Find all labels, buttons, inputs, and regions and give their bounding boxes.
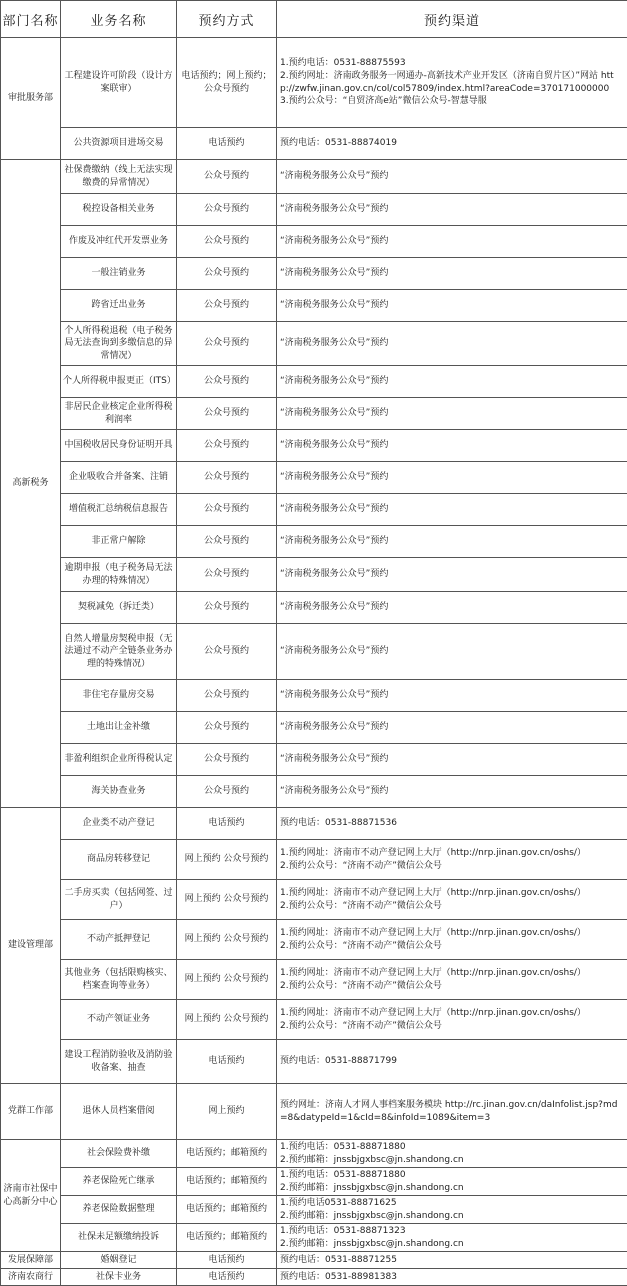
table-row [1,1040,627,1084]
method-cell: 公众号预约 [177,194,277,226]
channel-line: 1.预约网址：济南市不动产登记网上大厅（http://nrp.jinan.gov.cn/oshs/） [280,927,624,940]
channel-cell [277,776,627,808]
channel-cell [277,194,627,226]
method-cell: 公众号预约 [177,430,277,462]
channel-cell [277,592,627,624]
channel-line: “济南税务服务公众号”预约 [280,267,624,280]
channel-line: 2.预约邮箱：jnssbjgxbsc@jn.shandong.cn [280,1210,624,1223]
table-row [1,290,627,322]
table-row [1,1000,627,1040]
channel-line: “济南税务服务公众号”预约 [280,721,624,734]
channel-line: 1.预约网址：济南市不动产登记网上大厅（http://nrp.jinan.gov.cn/oshs/） [280,847,624,860]
service-cell: 非居民企业核定企业所得税利润率 [61,398,177,430]
channel-line: 2.预约邮箱：jnssbjgxbsc@jn.shandong.cn [280,1154,624,1167]
channel-cell [277,430,627,462]
table-row [1,840,627,880]
channel-line: “济南税务服务公众号”预约 [280,375,624,388]
channel-cell [277,160,627,194]
channel-line: 2.预约公众号：“济南不动产”微信公众号 [280,980,624,993]
method-cell: 网上预约 [177,1084,277,1140]
channel-cell [277,322,627,366]
service-cell: 海关协查业务 [61,776,177,808]
channel-cell [277,1269,627,1286]
service-cell: 养老保险死亡继承 [61,1168,177,1196]
channel-line: “济南税务服务公众号”预约 [280,753,624,766]
method-cell: 公众号预约 [177,776,277,808]
channel-cell [277,1084,627,1140]
table-row [1,712,627,744]
channel-line: “济南税务服务公众号”预约 [280,337,624,350]
channel-line: 1.预约网址：济南市不动产登记网上大厅（http://nrp.jinan.gov.cn/oshs/） [280,967,624,980]
method-cell: 电话预约 [177,1040,277,1084]
method-cell: 公众号预约 [177,712,277,744]
service-cell: 养老保险数据整理 [61,1196,177,1224]
table-row [1,366,627,398]
channel-line: 预约电话：0531-88871799 [280,1055,624,1068]
channel-line: “济南税务服务公众号”预约 [280,645,624,658]
channel-cell [277,38,627,128]
channel-line: 预约电话：0531-88871255 [280,1254,624,1267]
channel-line: 1.预约电话：0531-88871880 [280,1169,624,1182]
service-cell: 社保费缴纳（线上无法实现缴费的异常情况） [61,160,177,194]
dept-cell: 建设管理部 [1,808,61,1084]
channel-cell [277,624,627,680]
channel-cell [277,960,627,1000]
table-row [1,808,627,840]
channel-cell [277,558,627,592]
table-row [1,160,627,194]
channel-cell [277,1000,627,1040]
channel-cell [277,462,627,494]
channel-line: 1.预约电话：0531-88871323 [280,1225,624,1238]
table-row [1,494,627,526]
method-cell: 公众号预约 [177,160,277,194]
channel-cell [277,808,627,840]
channel-line: “济南税务服务公众号”预约 [280,170,624,183]
table-row [1,1196,627,1224]
channel-line: 预约电话：0531-88874019 [280,137,624,150]
method-cell: 公众号预约 [177,258,277,290]
method-cell: 公众号预约 [177,322,277,366]
header-channel: 预约渠道 [277,1,627,38]
channel-line: 2.预约网址：济南政务服务一网通办-高新技术产业开发区（济南自贸片区）”网站 http://zwfw.jinan.gov.cn/col/col57809/index.html?areaCode=370171000000 [280,70,624,95]
table-row [1,624,627,680]
channel-line: 2.预约邮箱：jnssbjgxbsc@jn.shandong.cn [280,1182,624,1195]
channel-line: 预约电话：0531-88871536 [280,817,624,830]
channel-line: “济南税务服务公众号”预约 [280,407,624,420]
channel-cell [277,920,627,960]
channel-cell [277,366,627,398]
service-cell: 商品房转移登记 [61,840,177,880]
channel-line: “济南税务服务公众号”预约 [280,785,624,798]
method-cell: 电话预约 [177,128,277,160]
channel-line: “济南税务服务公众号”预约 [280,568,624,581]
service-cell: 作废及冲红代开发票业务 [61,226,177,258]
channel-cell [277,1252,627,1269]
channel-cell [277,1140,627,1168]
table-row [1,880,627,920]
method-cell: 公众号预约 [177,290,277,322]
table-row [1,1168,627,1196]
method-cell: 公众号预约 [177,558,277,592]
channel-cell [277,1196,627,1224]
table-row [1,776,627,808]
service-cell: 税控设备相关业务 [61,194,177,226]
table-body [1,38,627,1286]
table-row [1,558,627,592]
channel-line: “济南税务服务公众号”预约 [280,601,624,614]
method-cell: 网上预约 公众号预约 [177,1000,277,1040]
service-cell: 工程建设许可阶段（设计方案联审） [61,38,177,128]
channel-cell [277,744,627,776]
channel-line: “济南税务服务公众号”预约 [280,689,624,702]
service-cell: 婚姻登记 [61,1252,177,1269]
channel-cell [277,1168,627,1196]
channel-line: 3.预约公众号：“自贸济高e站”微信公众号-智慧导服 [280,95,624,108]
channel-line: “济南税务服务公众号”预约 [280,299,624,312]
channel-cell [277,840,627,880]
dept-cell: 高新税务 [1,160,61,808]
service-cell: 非盈利组织企业所得税认定 [61,744,177,776]
channel-line: 2.预约公众号：“济南不动产”微信公众号 [280,1020,624,1033]
table-row [1,1269,627,1286]
service-cell: 建设工程消防验收及消防验收备案、抽查 [61,1040,177,1084]
service-cell: 社保卡业务 [61,1269,177,1286]
header-service: 业务名称 [61,1,177,38]
table-row [1,920,627,960]
channel-line: “济南税务服务公众号”预约 [280,235,624,248]
service-cell: 不动产领证业务 [61,1000,177,1040]
service-cell: 跨省迁出业务 [61,290,177,322]
header-row [1,1,627,38]
method-cell: 网上预约 公众号预约 [177,920,277,960]
table-row [1,744,627,776]
dept-cell: 济南农商行 [1,1269,61,1286]
channel-cell [277,1040,627,1084]
table-row [1,526,627,558]
service-cell: 企业类不动产登记 [61,808,177,840]
table-row [1,38,627,128]
channel-line: 1.预约电话：0531-88871880 [280,1141,624,1154]
service-cell: 非住宅存量房交易 [61,680,177,712]
method-cell: 网上预约 公众号预约 [177,840,277,880]
channel-line: 预约网址：济南人才网人事档案服务模块 http://rc.jinan.gov.cn/daInfolist.jsp?md=8&datypeId=1&cId=8&infoId=1089&item=3 [280,1099,624,1124]
method-cell: 电话预约 [177,808,277,840]
service-cell: 公共资源项目进场交易 [61,128,177,160]
method-cell: 公众号预约 [177,226,277,258]
service-cell: 非正常户解除 [61,526,177,558]
table-row [1,398,627,430]
table-row [1,680,627,712]
channel-cell [277,398,627,430]
method-cell: 公众号预约 [177,744,277,776]
method-cell: 电话预约；邮箱预约 [177,1168,277,1196]
channel-line: 2.预约公众号：“济南不动产”微信公众号 [280,860,624,873]
method-cell: 电话预约 [177,1252,277,1269]
method-cell: 电话预约；邮箱预约 [177,1196,277,1224]
channel-line: “济南税务服务公众号”预约 [280,471,624,484]
service-cell: 社保未足额缴纳投诉 [61,1224,177,1252]
method-cell: 电话预约；邮箱预约 [177,1224,277,1252]
channel-cell [277,494,627,526]
method-cell: 公众号预约 [177,680,277,712]
channel-line: “济南税务服务公众号”预约 [280,203,624,216]
table-row [1,128,627,160]
channel-cell [277,880,627,920]
method-cell: 电话预约；邮箱预约 [177,1140,277,1168]
method-cell: 公众号预约 [177,526,277,558]
method-cell: 公众号预约 [177,494,277,526]
table-row [1,1140,627,1168]
service-cell: 不动产抵押登记 [61,920,177,960]
channel-cell [277,712,627,744]
table-row [1,1084,627,1140]
method-cell: 公众号预约 [177,592,277,624]
dept-cell: 党群工作部 [1,1084,61,1140]
service-cell: 增值税汇总纳税信息报告 [61,494,177,526]
channel-line: “济南税务服务公众号”预约 [280,439,624,452]
service-cell: 个人所得税退税（电子税务局无法查询到多缴信息的异常情况） [61,322,177,366]
table-row [1,226,627,258]
method-cell: 网上预约 公众号预约 [177,960,277,1000]
channel-line: “济南税务服务公众号”预约 [280,535,624,548]
method-cell: 公众号预约 [177,624,277,680]
channel-line: 2.预约公众号：“济南不动产”微信公众号 [280,900,624,913]
header-method: 预约方式 [177,1,277,38]
channel-cell [277,226,627,258]
table-row [1,430,627,462]
dept-cell: 济南市社保中心高新分中心 [1,1140,61,1252]
channel-cell [277,128,627,160]
table-row [1,194,627,226]
channel-cell [277,680,627,712]
channel-cell [277,258,627,290]
service-cell: 一般注销业务 [61,258,177,290]
method-cell: 网上预约 公众号预约 [177,880,277,920]
channel-line: 1.预约电话：0531-88875593 [280,57,624,70]
table-row [1,1224,627,1252]
service-cell: 其他业务（包括限购核实、档案查询等业务） [61,960,177,1000]
table-row [1,960,627,1000]
channel-line: 预约电话：0531-88981383 [280,1271,624,1284]
method-cell: 电话预约 [177,1269,277,1286]
table-row [1,1252,627,1269]
table-row [1,322,627,366]
service-cell: 自然人增量房契税申报（无法通过不动产全链条业务办理的特殊情况） [61,624,177,680]
channel-line: “济南税务服务公众号”预约 [280,503,624,516]
method-cell: 电话预约；网上预约；公众号预约 [177,38,277,128]
channel-cell [277,290,627,322]
service-cell: 契税减免（拆迁类） [61,592,177,624]
channel-line: 1.预约电话0531-88871625 [280,1197,624,1210]
dept-cell: 审批服务部 [1,38,61,160]
service-cell: 社会保险费补缴 [61,1140,177,1168]
channel-cell [277,1224,627,1252]
table-row [1,258,627,290]
service-cell: 土地出让金补缴 [61,712,177,744]
table-row [1,592,627,624]
channel-line: 1.预约网址：济南市不动产登记网上大厅（http://nrp.jinan.gov.cn/oshs/） [280,1007,624,1020]
service-cell: 个人所得税申报更正（ITS） [61,366,177,398]
channel-line: 2.预约邮箱：jnssbjgxbsc@jn.shandong.cn [280,1238,624,1251]
service-cell: 企业吸收合并备案、注销 [61,462,177,494]
service-cell: 逾期申报（电子税务局无法办理的特殊情况） [61,558,177,592]
service-cell: 中国税收居民身份证明开具 [61,430,177,462]
service-cell: 退休人员档案借阅 [61,1084,177,1140]
header-dept: 部门名称 [1,1,61,38]
channel-cell [277,526,627,558]
method-cell: 公众号预约 [177,398,277,430]
service-cell: 二手房买卖（包括网签、过户） [61,880,177,920]
dept-cell: 发展保障部 [1,1252,61,1269]
method-cell: 公众号预约 [177,366,277,398]
table-row [1,462,627,494]
channel-line: 2.预约公众号：“济南不动产”微信公众号 [280,940,624,953]
method-cell: 公众号预约 [177,462,277,494]
channel-line: 1.预约网址：济南市不动产登记网上大厅（http://nrp.jinan.gov.cn/oshs/） [280,887,624,900]
